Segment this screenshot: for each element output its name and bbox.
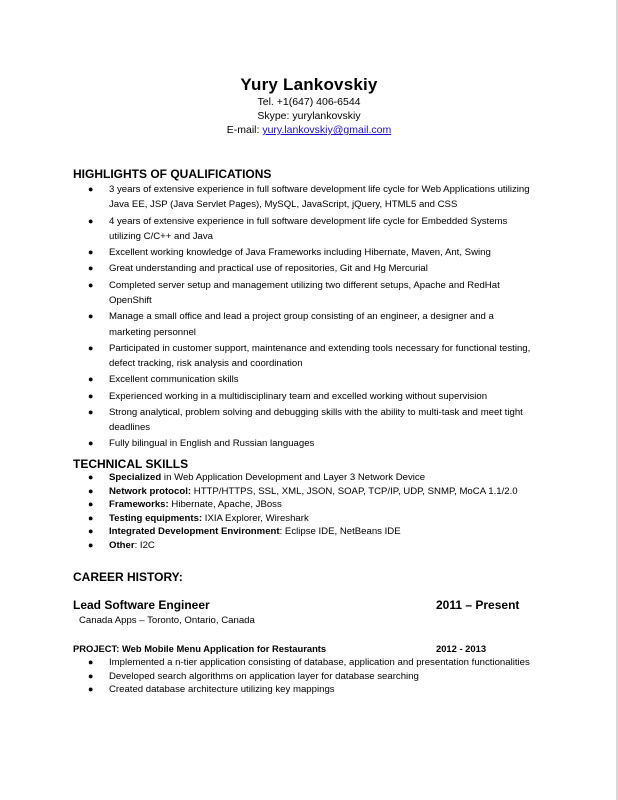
item-text: IXIA Explorer, Wireshark xyxy=(202,512,309,524)
bullet-icon: ● xyxy=(88,485,94,496)
job-dates: 2011 – Present xyxy=(436,598,520,612)
item-text: Implemented a n-tier application consisting of database, application and presentation functionalities xyxy=(109,657,530,668)
item-text: Completed server setup and management utilizing two different setups, Apache and RedHat OpenShift xyxy=(109,279,500,307)
bullet-icon: ● xyxy=(88,438,94,449)
email-line xyxy=(0,123,618,137)
skill-label: Frameworks: xyxy=(109,499,169,511)
email-link[interactable]: yury.lankovskiy@gmail.com xyxy=(262,124,392,136)
project-item xyxy=(0,656,618,670)
item-text: in Web Application Development and Layer 3 Network Device xyxy=(161,472,426,483)
skills-list xyxy=(0,471,618,553)
bullet-icon: ● xyxy=(88,406,94,417)
item-text: Experienced working in a multidisciplinary team and excelled working without supervision xyxy=(109,390,488,402)
highlight-item xyxy=(0,245,618,260)
bullet-icon: ● xyxy=(88,472,94,482)
bullet-icon: ● xyxy=(88,263,94,274)
project-dates: 2012 - 2013 xyxy=(436,643,487,654)
item-text: Strong analytical, problem solving and debugging skills with the ability to multi-task and meet tight deadlines xyxy=(109,406,523,434)
item-text: : I2C xyxy=(134,539,155,551)
highlight-item xyxy=(0,182,618,213)
highlight-item xyxy=(0,436,618,451)
item-text: Excellent communication skills xyxy=(109,374,239,386)
highlight-item xyxy=(0,214,618,245)
item-text: Excellent working knowledge of Java Frameworks including Hibernate, Maven, Ant, Swing xyxy=(109,247,491,259)
item-text: HTTP/HTTPS, SSL, XML, JSON, SOAP, TCP/IP, UDP, SNMP, MoCA 1.1/2.0 xyxy=(191,485,518,497)
item-text: Created database architecture utilizing key mappings xyxy=(109,684,335,696)
bullet-icon: ● xyxy=(88,539,94,550)
highlight-item xyxy=(0,389,618,404)
highlight-item xyxy=(0,278,618,309)
skill-item xyxy=(0,471,618,485)
skill-label: Network protocol: xyxy=(109,485,192,497)
skype-line: Skype: yurylankovskiy xyxy=(257,110,361,122)
project-title: PROJECT: Web Mobile Menu Application for Restaurants xyxy=(73,643,327,654)
skill-label: Integrated Development Environment xyxy=(109,526,280,538)
bullet-icon: ● xyxy=(88,215,94,226)
bullet-icon: ● xyxy=(88,184,94,194)
item-text: Manage a small office and lead a project group consisting of an engineer, a designer and a marketing personnel xyxy=(109,311,494,338)
item-text: Hibernate, Apache, JBoss xyxy=(168,499,282,511)
phone-line: Tel. +1(647) 406-6544 xyxy=(257,96,361,108)
bullet-icon: ● xyxy=(88,670,94,681)
bullet-icon: ● xyxy=(88,657,94,667)
skill-item xyxy=(0,539,618,553)
skill-item xyxy=(0,512,618,526)
bullet-icon: ● xyxy=(88,279,94,290)
project-item xyxy=(0,670,618,684)
highlight-item xyxy=(0,405,618,436)
career-heading: CAREER HISTORY: xyxy=(73,570,183,584)
highlight-item xyxy=(0,372,618,387)
bullet-icon: ● xyxy=(88,311,94,322)
bullet-icon: ● xyxy=(88,374,94,385)
skill-label: Testing equipments: xyxy=(109,512,203,524)
bullet-icon: ● xyxy=(88,526,94,537)
item-text: 3 years of extensive experience in full software development life cycle for Web Applications utilizing Java EE, JSP (Java Servlet Pages), MySQL, JavaScript, jQuery, HTML5 and CSS xyxy=(109,184,530,211)
job-title: Lead Software Engineer xyxy=(73,598,210,612)
bullet-icon: ● xyxy=(88,342,94,353)
item-text: Participated in customer support, maintenance and extending tools necessary for functional testing, defect tracking, risk analysis and coordination xyxy=(109,342,531,370)
highlights-heading: HIGHLIGHTS OF QUALIFICATIONS xyxy=(73,167,272,181)
skill-label: Other xyxy=(109,539,135,551)
bullet-icon: ● xyxy=(88,684,94,695)
skill-item xyxy=(0,498,618,512)
bullet-icon: ● xyxy=(88,512,94,523)
highlight-item xyxy=(0,341,618,372)
item-text: : Eclipse IDE, NetBeans IDE xyxy=(279,526,401,538)
highlight-item xyxy=(0,261,618,276)
highlight-item xyxy=(0,309,618,340)
skill-label: Specialized xyxy=(109,472,162,483)
email-label: E-mail: xyxy=(226,124,263,136)
project-list xyxy=(0,656,618,697)
skill-item xyxy=(0,485,618,499)
bullet-icon: ● xyxy=(88,390,94,401)
skill-item xyxy=(0,525,618,539)
company-location: Canada Apps – Toronto, Ontario, Canada xyxy=(79,615,255,626)
bullet-icon: ● xyxy=(88,499,94,510)
project-item xyxy=(0,683,618,697)
skills-heading: TECHNICAL SKILLS xyxy=(73,457,189,471)
item-text: Great understanding and practical use of repositories, Git and Hg Mercurial xyxy=(109,263,428,275)
resume-header xyxy=(0,75,618,137)
item-text: Developed search algorithms on application layer for database searching xyxy=(109,670,419,682)
highlights-list xyxy=(0,182,618,453)
bullet-icon: ● xyxy=(88,247,94,258)
candidate-name: Yury Lankovskiy xyxy=(240,75,378,94)
item-text: Fully bilingual in English and Russian languages xyxy=(109,438,315,450)
item-text: 4 years of extensive experience in full software development life cycle for Embedded Systems utilizing C/C++ and Java xyxy=(109,215,508,243)
